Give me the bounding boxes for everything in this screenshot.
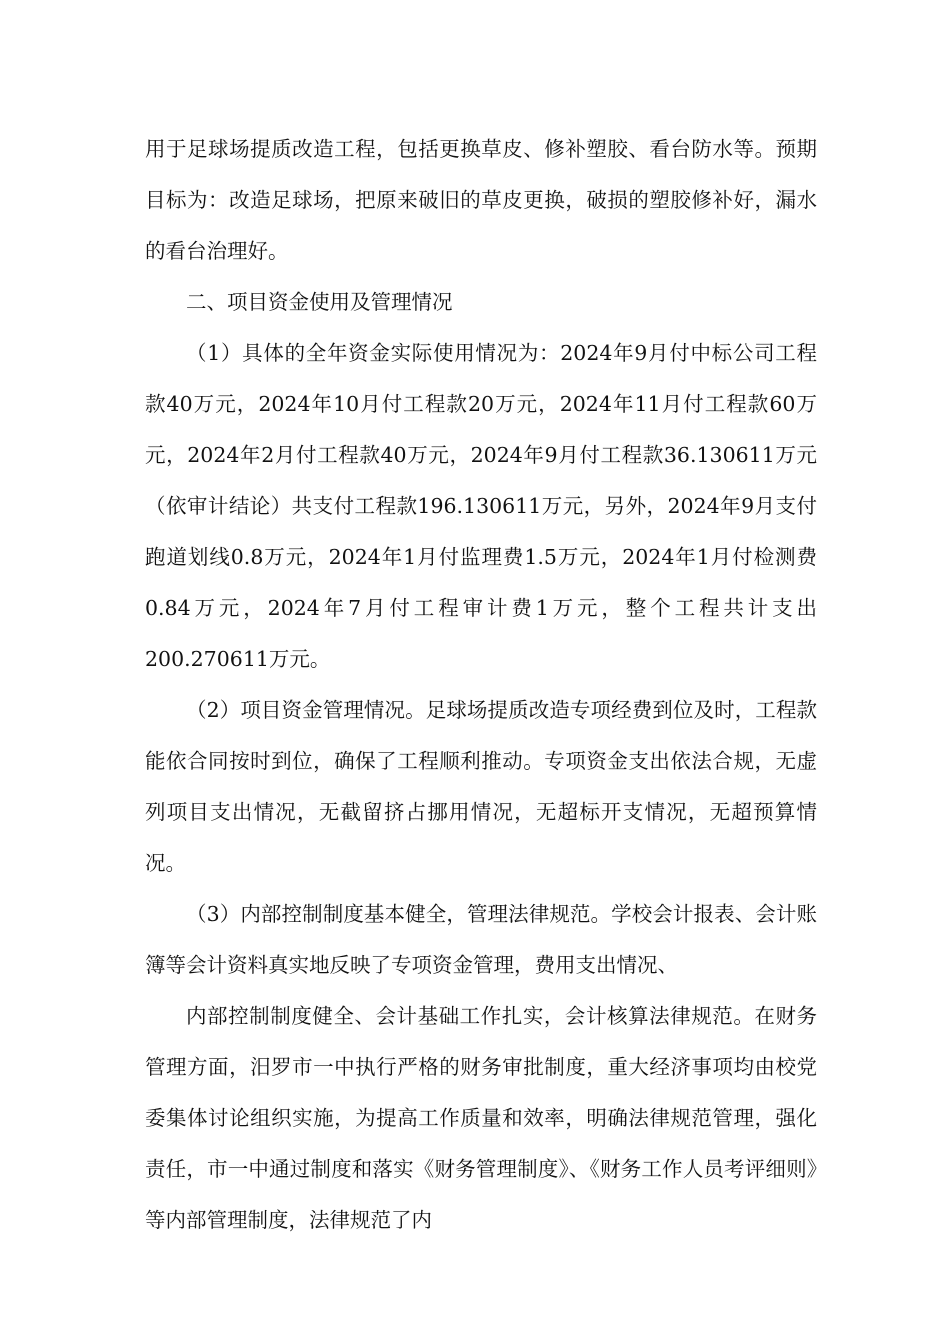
paragraph-fund-usage-detail: （1）具体的全年资金实际使用情况为：2024年9月付中标公司工程款40万元，2024年10月付工程款20万元，2024年11月付工程款60万元，2024年2月付工程款40万元，2024年9月付工程款36.130611万元（依审计结论）共支付工程款196.130611万元，另外，2024年9月支付跑道划线0.8万元，2024年1月付监理费1.5万元，2024年1月付检测费0.84万元，2024年7月付工程审计费1万元，整个工程共计支出200.270611万元。 (145, 341, 817, 671)
paragraph-project-purpose: 用于足球场提质改造工程，包括更换草皮、修补塑胶、看台防水等。预期目标为：改造足球场，把原来破旧的草皮更换，破损的塑胶修补好，漏水的看台治理好。 (145, 137, 817, 263)
document-body (145, 124, 817, 1246)
paragraph-internal-control: （3）内部控制制度基本健全，管理法律规范。学校会计报表、会计账簿等会计资料真实地反映了专项资金管理，费用支出情况、 (145, 902, 817, 977)
paragraph-financial-management: 内部控制制度健全、会计基础工作扎实，会计核算法律规范。在财务管理方面，汨罗市一中执行严格的财务审批制度，重大经济事项均由校党委集体讨论组织实施，为提高工作质量和效率，明确法律规范管理，强化责任，市一中通过制度和落实《财务管理制度》、《财务工作人员考评细则》等内部管理制度，法律规范了内 (145, 1004, 817, 1232)
paragraph-fund-management: （2）项目资金管理情况。足球场提质改造专项经费到位及时，工程款能依合同按时到位，确保了工程顺利推动。专项资金支出依法合规，无虚列项目支出情况，无截留挤占挪用情况，无超标开支情况，无超预算情况。 (145, 698, 817, 875)
section-heading-fund-usage: 二、项目资金使用及管理情况 (186, 290, 453, 314)
